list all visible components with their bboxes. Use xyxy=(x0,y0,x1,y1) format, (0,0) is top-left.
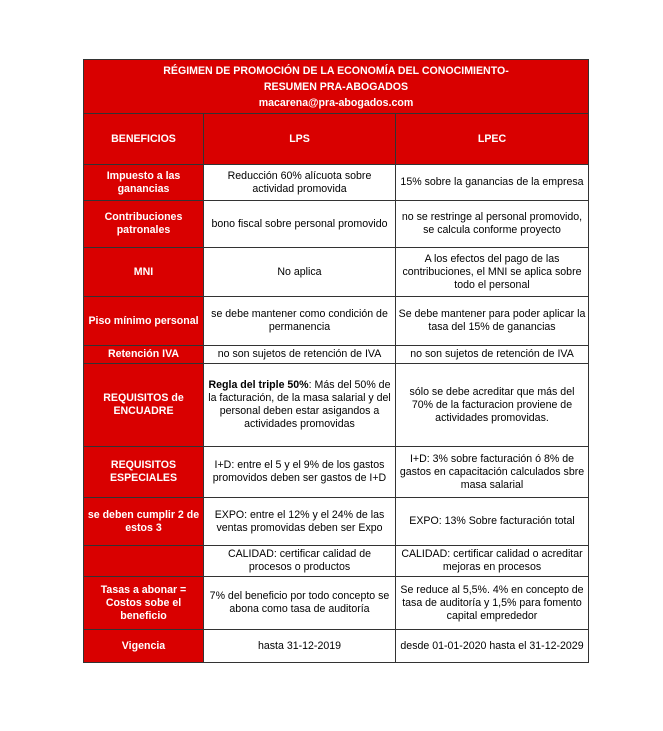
lpec-cell: I+D: 3% sobre facturación ó 8% de gastos en capacitación calculados sbre masa salarial xyxy=(396,447,589,498)
title-line-1: RÉGIMEN DE PROMOCIÓN DE LA ECONOMÍA DEL CONOCIMIENTO- xyxy=(163,64,509,77)
table-row xyxy=(84,630,589,663)
lps-cell: Reducción 60% alícuota sobre actividad promovida xyxy=(204,165,396,201)
table-row xyxy=(84,201,589,248)
row-label: Contribuciones patronales xyxy=(84,201,204,248)
table-row xyxy=(84,297,589,346)
row-label: Vigencia xyxy=(84,630,204,663)
lpec-cell: A los efectos del pago de las contribuciones, el MNI se aplica sobre todo el personal xyxy=(396,248,589,297)
lpec-cell: CALIDAD: certificar calidad o acreditar mejoras en procesos xyxy=(396,546,589,577)
header-lpec: LPEC xyxy=(396,114,589,165)
row-label: REQUISITOS de ENCUADRE xyxy=(84,364,204,447)
lpec-cell: sólo se debe acreditar que más del 70% de la facturacion proviene de actividades promovidas. xyxy=(396,364,589,447)
lpec-cell: no se restringe al personal promovido, se calcula conforme proyecto xyxy=(396,201,589,248)
triple-rule-text: : Más del 50% de la facturación, de la masa salarial y del personal deben estar asigandos a actividades promovidas xyxy=(208,379,391,430)
row-label: MNI xyxy=(84,248,204,297)
title-row xyxy=(84,60,589,114)
row-label: Piso mínimo personal xyxy=(84,297,204,346)
header-lps: LPS xyxy=(204,114,396,165)
lps-cell: CALIDAD: certificar calidad de procesos o productos xyxy=(204,546,396,577)
row-label: se deben cumplir 2 de estos 3 xyxy=(84,498,204,546)
lps-cell: hasta 31-12-2019 xyxy=(204,630,396,663)
row-label: Impuesto a las ganancias xyxy=(84,165,204,201)
benefits-table xyxy=(83,59,589,663)
row-label: Retención IVA xyxy=(84,346,204,364)
lpec-cell: Se debe mantener para poder aplicar la tasa del 15% de ganancias xyxy=(396,297,589,346)
lps-cell: bono fiscal sobre personal promovido xyxy=(204,201,396,248)
lpec-cell: 15% sobre la ganancias de la empresa xyxy=(396,165,589,201)
row-label xyxy=(84,546,204,577)
lps-cell: No aplica xyxy=(204,248,396,297)
lps-cell: I+D: entre el 5 y el 9% de los gastos promovidos deben ser gastos de I+D xyxy=(204,447,396,498)
table-row xyxy=(84,165,589,201)
lps-cell: se debe mantener como condición de permanencia xyxy=(204,297,396,346)
table-row xyxy=(84,364,589,447)
contact-email: macarena@pra-abogados.com xyxy=(258,96,414,109)
lps-cell xyxy=(204,364,396,447)
table-row xyxy=(84,447,589,498)
triple-rule-label: Regla del triple 50% xyxy=(208,379,309,391)
lpec-cell: EXPO: 13% Sobre facturación total xyxy=(396,498,589,546)
row-label: REQUISITOS ESPECIALES xyxy=(84,447,204,498)
table-row xyxy=(84,498,589,546)
header-beneficios: BENEFICIOS xyxy=(84,114,204,165)
document-title xyxy=(84,60,589,114)
lps-cell: 7% del beneficio por todo concepto se abona como tasa de auditoría xyxy=(204,577,396,630)
lps-cell: no son sujetos de retención de IVA xyxy=(204,346,396,364)
title-line-2: RESUMEN PRA-ABOGADOS xyxy=(263,80,409,93)
table-row xyxy=(84,546,589,577)
lps-cell: EXPO: entre el 12% y el 24% de las ventas promovidas deben ser Expo xyxy=(204,498,396,546)
row-label: Tasas a abonar = Costos sobe el beneficio xyxy=(84,577,204,630)
table-row xyxy=(84,346,589,364)
lpec-cell: no son sujetos de retención de IVA xyxy=(396,346,589,364)
lpec-cell: desde 01-01-2020 hasta el 31-12-2029 xyxy=(396,630,589,663)
table-row xyxy=(84,248,589,297)
lpec-cell: Se reduce al 5,5%. 4% en concepto de tasa de auditoría y 1,5% para fomento capital emprededor xyxy=(396,577,589,630)
table-row xyxy=(84,577,589,630)
header-row xyxy=(84,114,589,165)
